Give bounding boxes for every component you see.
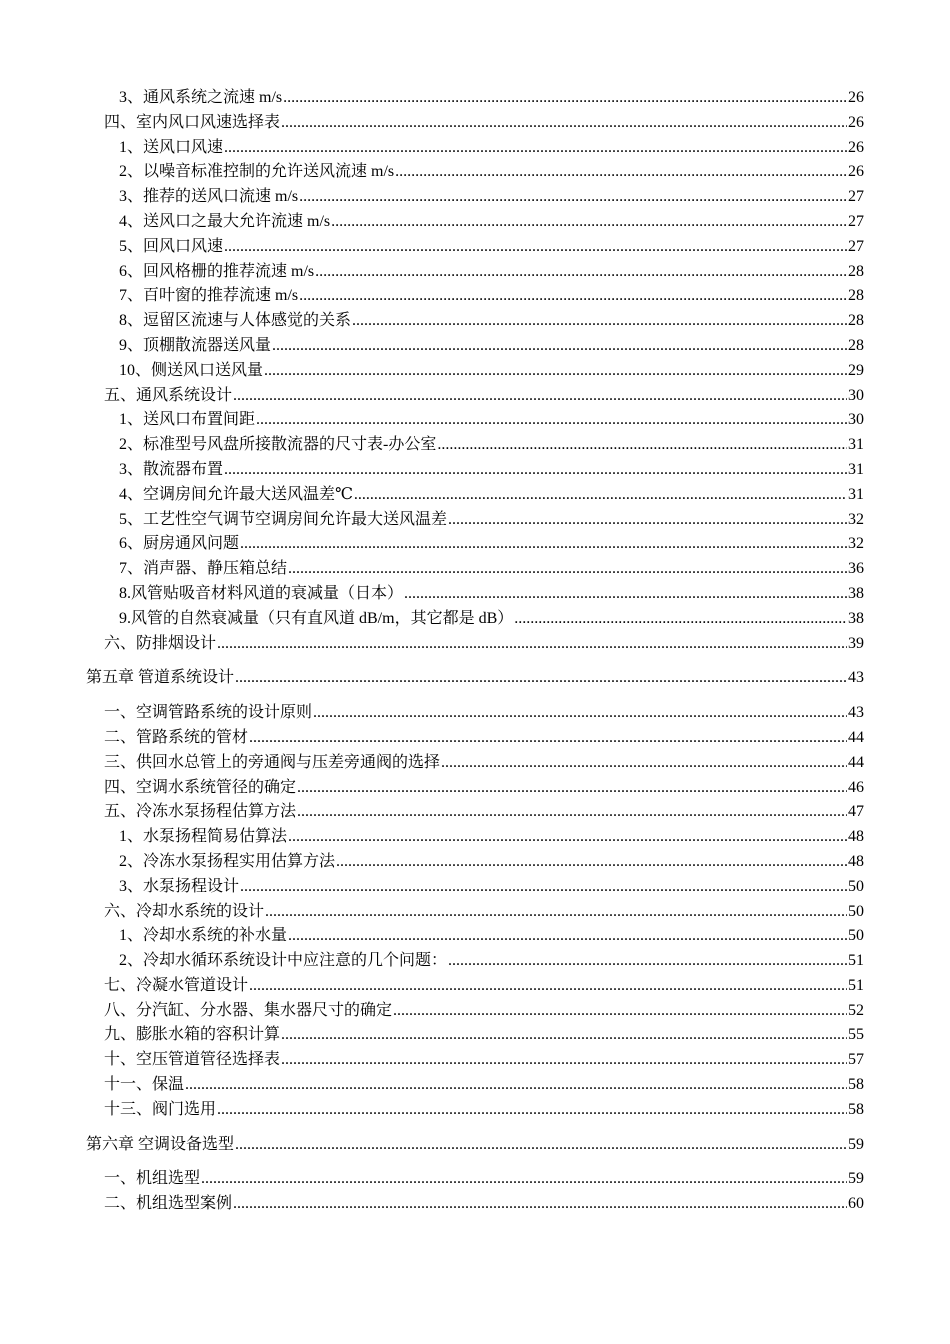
toc-entry-title: 六、防排烟设计 bbox=[104, 634, 217, 652]
toc-entry[interactable] bbox=[0, 185, 950, 210]
toc-entry-title: 9、顶棚散流器送风量 bbox=[119, 336, 272, 354]
dot-leader bbox=[448, 508, 847, 533]
dot-leader bbox=[288, 557, 847, 582]
toc-entry-title: 第六章 空调设备选型 bbox=[86, 1135, 235, 1153]
toc-entry[interactable] bbox=[0, 825, 950, 850]
toc-entry-page-number: 27 bbox=[848, 212, 864, 230]
toc-entry-page-number: 55 bbox=[848, 1026, 864, 1044]
dot-leader bbox=[404, 582, 847, 607]
toc-entry-line bbox=[104, 900, 864, 925]
toc-entry-line bbox=[104, 751, 864, 776]
toc-entry-line bbox=[119, 557, 864, 582]
toc-entry[interactable] bbox=[0, 949, 950, 974]
toc-entry-page-number: 47 bbox=[848, 803, 864, 821]
toc-entry-title: 8.风管贴吸音材料风道的衰减量（日本） bbox=[119, 584, 404, 602]
dot-leader bbox=[235, 666, 847, 691]
dot-leader bbox=[249, 726, 847, 751]
dot-leader bbox=[240, 532, 847, 557]
toc-entry-title: 二、管路系统的管材 bbox=[104, 728, 249, 746]
toc-entry[interactable] bbox=[0, 260, 950, 285]
toc-entry[interactable] bbox=[0, 458, 950, 483]
toc-entry-title: 4、送风口之最大允许流速 m/s bbox=[119, 212, 331, 230]
toc-entry[interactable] bbox=[0, 111, 950, 136]
toc-entry-title: 6、回风格栅的推荐流速 m/s bbox=[119, 262, 315, 280]
toc-entry[interactable] bbox=[0, 1073, 950, 1098]
toc-entry-page-number: 27 bbox=[848, 237, 864, 255]
toc-entry-page-number: 28 bbox=[848, 262, 864, 280]
toc-entry[interactable] bbox=[0, 1023, 950, 1048]
toc-entry-title: 10、侧送风口送风量 bbox=[119, 361, 264, 379]
toc-entry-line bbox=[104, 1073, 864, 1098]
toc-entry[interactable] bbox=[0, 136, 950, 161]
toc-entry-page-number: 31 bbox=[848, 485, 864, 503]
toc-entry-line bbox=[119, 408, 864, 433]
toc-entry-line bbox=[119, 607, 864, 632]
toc-entry-line bbox=[119, 850, 864, 875]
toc-entry[interactable] bbox=[0, 235, 950, 260]
toc-entry[interactable] bbox=[0, 582, 950, 607]
toc-entry-title: 5、回风口风速 bbox=[119, 237, 224, 255]
toc-entry-line bbox=[104, 111, 864, 136]
toc-entry-page-number: 28 bbox=[848, 336, 864, 354]
toc-entry-title: 一、空调管路系统的设计原则 bbox=[104, 704, 313, 722]
dot-leader bbox=[288, 924, 847, 949]
toc-entry-line bbox=[119, 309, 864, 334]
toc-entry-title: 3、水泵扬程设计 bbox=[119, 877, 240, 895]
toc-entry-line bbox=[104, 384, 864, 409]
toc-entry-line bbox=[119, 210, 864, 235]
toc-entry-page-number: 30 bbox=[848, 411, 864, 429]
toc-entry-page-number: 30 bbox=[848, 386, 864, 404]
toc-entry-line bbox=[119, 532, 864, 557]
toc-entry-line bbox=[104, 1048, 864, 1073]
toc-entry-title: 6、厨房通风问题 bbox=[119, 535, 240, 553]
toc-entry-line bbox=[104, 776, 864, 801]
toc-entry-line bbox=[104, 1098, 864, 1123]
toc-entry[interactable] bbox=[0, 800, 950, 825]
toc-entry-title: 4、空调房间允许最大送风温差℃ bbox=[119, 485, 353, 503]
toc-entry-title: 四、空调水系统管径的确定 bbox=[104, 778, 297, 796]
toc-entry-page-number: 59 bbox=[848, 1170, 864, 1188]
dot-leader bbox=[201, 1167, 847, 1192]
toc-entry-title: 三、供回水总管上的旁通阀与压差旁通阀的选择 bbox=[104, 753, 441, 771]
toc-entry-title: 七、冷凝水管道设计 bbox=[104, 976, 249, 994]
toc-entry-page-number: 43 bbox=[848, 669, 864, 687]
toc-entry[interactable] bbox=[0, 900, 950, 925]
toc-entry-page-number: 44 bbox=[848, 728, 864, 746]
toc-entry-page-number: 57 bbox=[848, 1051, 864, 1069]
dot-leader bbox=[297, 776, 847, 801]
toc-entry[interactable] bbox=[0, 284, 950, 309]
toc-entry-page-number: 58 bbox=[848, 1076, 864, 1094]
toc-entry-line bbox=[119, 825, 864, 850]
toc-entry-line bbox=[119, 582, 864, 607]
toc-entry[interactable] bbox=[0, 875, 950, 900]
toc-entry-title: 六、冷却水系统的设计 bbox=[104, 902, 265, 920]
toc-entry-line bbox=[119, 359, 864, 384]
toc-entry[interactable] bbox=[0, 1192, 950, 1217]
toc-entry-page-number: 60 bbox=[848, 1195, 864, 1213]
toc-entry-line bbox=[104, 726, 864, 751]
toc-entry[interactable] bbox=[0, 1098, 950, 1123]
toc-entry-page-number: 50 bbox=[848, 927, 864, 945]
toc-entry-line bbox=[86, 1133, 864, 1158]
toc-entry[interactable] bbox=[0, 160, 950, 185]
dot-leader bbox=[235, 1133, 847, 1158]
toc-entry-line bbox=[119, 508, 864, 533]
toc-entry[interactable] bbox=[0, 751, 950, 776]
toc-entry[interactable] bbox=[0, 1048, 950, 1073]
toc-entry-title: 7、百叶窗的推荐流速 m/s bbox=[119, 287, 299, 305]
toc-entry-title: 7、消声器、静压箱总结 bbox=[119, 560, 288, 578]
dot-leader bbox=[299, 284, 847, 309]
dot-leader bbox=[264, 359, 847, 384]
toc-entry-line bbox=[119, 235, 864, 260]
toc-entry-page-number: 36 bbox=[848, 560, 864, 578]
dot-leader bbox=[352, 309, 847, 334]
toc-entry-line bbox=[119, 949, 864, 974]
toc-entry[interactable] bbox=[0, 776, 950, 801]
toc-entry[interactable] bbox=[0, 483, 950, 508]
toc-entry[interactable] bbox=[0, 210, 950, 235]
toc-entry-title: 2、标准型号风盘所接散流器的尺寸表-办公室 bbox=[119, 436, 437, 454]
toc-entry-page-number: 48 bbox=[848, 852, 864, 870]
toc-entry-page-number: 50 bbox=[848, 877, 864, 895]
toc-entry-line bbox=[119, 924, 864, 949]
toc-entry-line bbox=[104, 701, 864, 726]
toc-entry[interactable] bbox=[0, 1167, 950, 1192]
toc-entry-page-number: 26 bbox=[848, 163, 864, 181]
dot-leader bbox=[224, 235, 847, 260]
toc-entry-page-number: 58 bbox=[848, 1100, 864, 1118]
toc-entry-page-number: 32 bbox=[848, 510, 864, 528]
toc-entry-title: 2、以噪音标准控制的允许送风流速 m/s bbox=[119, 163, 395, 181]
toc-entry-title: 十一、保温 bbox=[104, 1076, 185, 1094]
toc-entry-page-number: 28 bbox=[848, 287, 864, 305]
dot-leader bbox=[224, 458, 847, 483]
toc-entry-title: 九、膨胀水箱的容积计算 bbox=[104, 1026, 281, 1044]
toc-entry-title: 1、冷却水系统的补水量 bbox=[119, 927, 288, 945]
toc-entry-page-number: 26 bbox=[848, 138, 864, 156]
dot-leader bbox=[281, 1023, 847, 1048]
toc-entry-title: 9.风管的自然衰减量（只有直风道 dB/m，其它都是 dB） bbox=[119, 609, 514, 627]
toc-chapter-entry[interactable] bbox=[0, 666, 950, 691]
dot-leader bbox=[395, 160, 847, 185]
toc-entry-line bbox=[86, 666, 864, 691]
toc-entry-title: 八、分汽缸、分水器、集水器尺寸的确定 bbox=[104, 1001, 393, 1019]
toc-entry-title: 十三、阀门选用 bbox=[104, 1100, 217, 1118]
toc-entry-page-number: 43 bbox=[848, 704, 864, 722]
dot-leader bbox=[283, 86, 847, 111]
toc-entry-line bbox=[119, 284, 864, 309]
dot-leader bbox=[265, 900, 847, 925]
toc-entry-page-number: 48 bbox=[848, 828, 864, 846]
dot-leader bbox=[313, 701, 847, 726]
toc-entry[interactable] bbox=[0, 508, 950, 533]
toc-entry-line bbox=[119, 483, 864, 508]
toc-entry[interactable] bbox=[0, 850, 950, 875]
toc-entry[interactable] bbox=[0, 359, 950, 384]
toc-entry-title: 2、冷却水循环系统设计中应注意的几个问题： bbox=[119, 952, 448, 970]
toc-entry[interactable] bbox=[0, 433, 950, 458]
dot-leader bbox=[288, 825, 847, 850]
toc-entry-title: 1、送风口风速 bbox=[119, 138, 224, 156]
toc-entry-title: 8、逗留区流速与人体感觉的关系 bbox=[119, 312, 352, 330]
toc-entry-page-number: 32 bbox=[848, 535, 864, 553]
dot-leader bbox=[272, 334, 847, 359]
toc-entry-line bbox=[104, 632, 864, 657]
toc-entry-page-number: 52 bbox=[848, 1001, 864, 1019]
dot-leader bbox=[315, 260, 847, 285]
toc-entry-page-number: 46 bbox=[848, 778, 864, 796]
dot-leader bbox=[233, 384, 847, 409]
toc-entry[interactable] bbox=[0, 86, 950, 111]
dot-leader bbox=[393, 999, 847, 1024]
dot-leader bbox=[336, 850, 847, 875]
toc-entry[interactable] bbox=[0, 408, 950, 433]
toc-entry-title: 5、工艺性空气调节空调房间允许最大送风温差 bbox=[119, 510, 448, 528]
toc-entry-page-number: 31 bbox=[848, 436, 864, 454]
toc-entry-line bbox=[119, 136, 864, 161]
toc-entry[interactable] bbox=[0, 532, 950, 557]
toc-entry[interactable] bbox=[0, 974, 950, 999]
toc-entry-line bbox=[119, 160, 864, 185]
toc-entry-title: 3、散流器布置 bbox=[119, 460, 224, 478]
toc-entry-line bbox=[104, 974, 864, 999]
toc-entry-title: 第五章 管道系统设计 bbox=[86, 669, 235, 687]
toc-entry-line bbox=[104, 1167, 864, 1192]
toc-entry-line bbox=[104, 1192, 864, 1217]
toc-entry-line bbox=[119, 875, 864, 900]
toc-entry[interactable] bbox=[0, 632, 950, 657]
toc-entry-title: 一、机组选型 bbox=[104, 1170, 201, 1188]
toc-entry-line bbox=[104, 999, 864, 1024]
toc-entry-title: 1、送风口布置间距 bbox=[119, 411, 256, 429]
toc-entry-line bbox=[119, 86, 864, 111]
toc-entry-title: 1、水泵扬程简易估算法 bbox=[119, 828, 288, 846]
toc-entry[interactable] bbox=[0, 384, 950, 409]
toc-entry-title: 2、冷冻水泵扬程实用估算方法 bbox=[119, 852, 336, 870]
toc-entry-page-number: 39 bbox=[848, 634, 864, 652]
dot-leader bbox=[297, 800, 847, 825]
table-of-contents bbox=[0, 86, 950, 1217]
toc-entry[interactable] bbox=[0, 309, 950, 334]
toc-entry-page-number: 38 bbox=[848, 584, 864, 602]
toc-entry-line bbox=[119, 334, 864, 359]
dot-leader bbox=[331, 210, 847, 235]
toc-entry-page-number: 29 bbox=[848, 361, 864, 379]
toc-entry[interactable] bbox=[0, 701, 950, 726]
dot-leader bbox=[256, 408, 847, 433]
dot-leader bbox=[299, 185, 847, 210]
dot-leader bbox=[514, 607, 847, 632]
toc-entry-line bbox=[119, 458, 864, 483]
toc-entry-line bbox=[104, 800, 864, 825]
toc-entry-title: 五、冷冻水泵扬程估算方法 bbox=[104, 803, 297, 821]
toc-entry-title: 四、室内风口风速选择表 bbox=[104, 113, 281, 131]
toc-entry-line bbox=[104, 1023, 864, 1048]
dot-leader bbox=[249, 974, 847, 999]
dot-leader bbox=[233, 1192, 847, 1217]
dot-leader bbox=[224, 136, 847, 161]
toc-entry-line bbox=[119, 185, 864, 210]
toc-entry-page-number: 38 bbox=[848, 609, 864, 627]
dot-leader bbox=[240, 875, 847, 900]
toc-chapter-entry[interactable] bbox=[0, 1133, 950, 1158]
toc-entry[interactable] bbox=[0, 999, 950, 1024]
dot-leader bbox=[441, 751, 847, 776]
toc-entry-line bbox=[119, 260, 864, 285]
toc-entry-page-number: 50 bbox=[848, 902, 864, 920]
toc-entry-page-number: 59 bbox=[848, 1135, 864, 1153]
dot-leader bbox=[185, 1073, 847, 1098]
dot-leader bbox=[281, 111, 847, 136]
dot-leader bbox=[354, 483, 847, 508]
toc-entry-page-number: 31 bbox=[848, 460, 864, 478]
toc-entry[interactable] bbox=[0, 924, 950, 949]
dot-leader bbox=[281, 1048, 847, 1073]
dot-leader bbox=[437, 433, 847, 458]
dot-leader bbox=[217, 632, 847, 657]
toc-entry-page-number: 28 bbox=[848, 312, 864, 330]
toc-entry-line bbox=[119, 433, 864, 458]
toc-entry[interactable] bbox=[0, 334, 950, 359]
toc-entry[interactable] bbox=[0, 607, 950, 632]
toc-entry-page-number: 51 bbox=[848, 976, 864, 994]
toc-entry-title: 3、通风系统之流速 m/s bbox=[119, 89, 283, 106]
dot-leader bbox=[448, 949, 847, 974]
toc-entry-page-number: 51 bbox=[848, 952, 864, 970]
toc-entry-page-number: 27 bbox=[848, 188, 864, 206]
toc-entry-title: 二、机组选型案例 bbox=[104, 1195, 233, 1213]
toc-entry-title: 十、空压管道管径选择表 bbox=[104, 1051, 281, 1069]
dot-leader bbox=[217, 1098, 847, 1123]
toc-entry-title: 五、通风系统设计 bbox=[104, 386, 233, 404]
toc-entry-page-number: 26 bbox=[848, 113, 864, 131]
toc-entry-page-number: 44 bbox=[848, 753, 864, 771]
toc-entry[interactable] bbox=[0, 726, 950, 751]
toc-entry[interactable] bbox=[0, 557, 950, 582]
toc-entry-title: 3、推荐的送风口流速 m/s bbox=[119, 188, 299, 206]
toc-entry-page-number: 26 bbox=[848, 89, 864, 106]
